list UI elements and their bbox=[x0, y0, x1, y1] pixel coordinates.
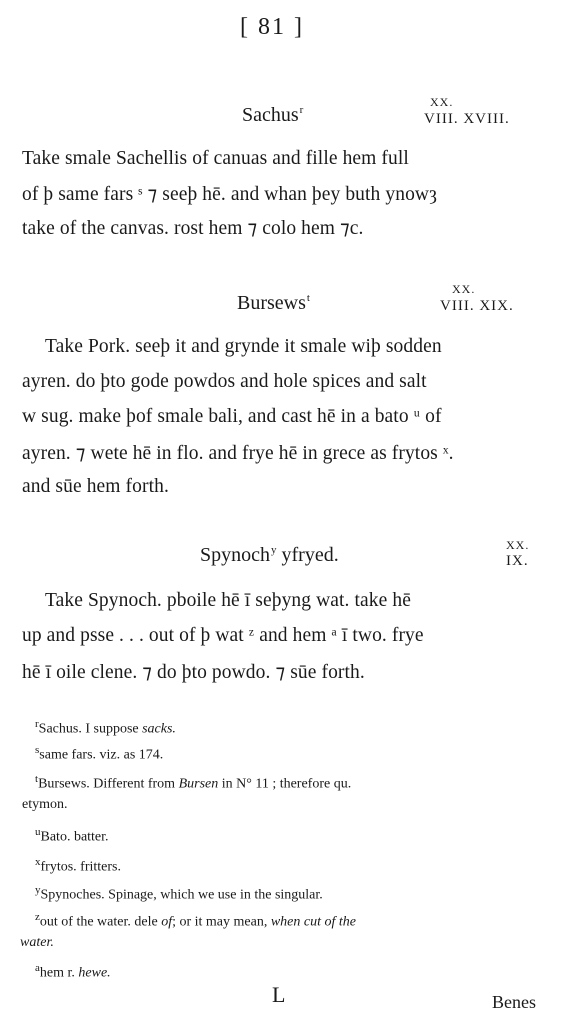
recipe-line: Take smale Sachellis of canuas and fille hem full bbox=[22, 148, 409, 169]
footnote-text: Spynoches. Spinage, which we use in the singular. bbox=[40, 887, 323, 903]
footnote-marker: z bbox=[35, 911, 40, 923]
recipe-title-rest: yfryed. bbox=[281, 544, 339, 566]
recipe-ref-top: XX. bbox=[506, 538, 530, 552]
footnote-marker: u bbox=[35, 826, 41, 838]
recipe-ref-bottom: IX. bbox=[506, 553, 529, 569]
footnote bbox=[34, 718, 176, 738]
recipe-line: ayren. ⁊ wete hē in flo. and frye hē in grece as frytos ˣ. bbox=[22, 443, 454, 464]
footnote-text: in N° 11 ; therefore qu. bbox=[218, 776, 352, 792]
footnote-marker: r bbox=[299, 104, 304, 117]
recipe-title-bursews bbox=[237, 292, 310, 315]
recipe-line: Take Spynoch. pboile hē ī seþyng wat. take hē bbox=[45, 590, 411, 611]
footnote-text: hem r. bbox=[39, 965, 79, 981]
footnote bbox=[34, 773, 351, 793]
catchword: Benes bbox=[492, 992, 536, 1012]
footnote-italic: Bursen bbox=[178, 776, 219, 792]
recipe-line: w sug. make þof smale bali, and cast hē in a bato ᵘ of bbox=[22, 406, 442, 427]
footnote bbox=[34, 856, 121, 876]
footnote-text: Bato. batter. bbox=[40, 829, 109, 845]
recipe-line: Take Pork. seeþ it and grynde it smale wiþ sodden bbox=[45, 336, 442, 357]
recipe-title-text: Sachus bbox=[242, 104, 299, 126]
recipe-title-sachus bbox=[242, 104, 303, 127]
footnote-italic: of bbox=[161, 914, 173, 930]
recipe-ref-bottom: VIII. XIX. bbox=[440, 298, 514, 314]
footnote-italic: sacks. bbox=[142, 721, 176, 737]
footnote-marker: t bbox=[306, 292, 310, 305]
footnote-text: Bursews. Different from bbox=[38, 776, 179, 792]
recipe-ref-bottom: VIII. XVIII. bbox=[424, 111, 510, 127]
footnote bbox=[22, 797, 68, 813]
recipe-ref-top: XX. bbox=[430, 95, 454, 109]
footnote-italic: water. bbox=[20, 935, 54, 950]
signature-mark: L bbox=[272, 982, 286, 1007]
footnote-text: same fars. viz. as 174. bbox=[39, 747, 164, 763]
footnote-marker: a bbox=[35, 962, 40, 974]
recipe-line: ayren. do þto gode powdos and hole spices and salt bbox=[22, 371, 427, 392]
footnote-marker: s bbox=[35, 744, 40, 756]
footnote-italic: when cut of the bbox=[270, 914, 356, 930]
footnote bbox=[34, 884, 323, 904]
recipe-title-spynoch bbox=[200, 544, 339, 567]
footnote bbox=[34, 826, 109, 846]
footnote-marker: y bbox=[271, 544, 277, 557]
footnote-text: Sachus. I suppose bbox=[38, 721, 143, 737]
recipe-title-text: Spynoch bbox=[200, 544, 270, 566]
footnote-text: ; or it may mean, bbox=[172, 914, 271, 930]
footnote-marker: y bbox=[35, 884, 41, 896]
footnote-text: out of the water. dele bbox=[39, 914, 162, 930]
footnote-marker: t bbox=[35, 773, 39, 785]
footnote bbox=[34, 744, 163, 764]
footnote-italic: hewe. bbox=[78, 965, 111, 981]
recipe-ref-top: XX. bbox=[452, 282, 476, 296]
footnote-text: frytos. fritters. bbox=[40, 859, 121, 875]
footnote bbox=[34, 962, 111, 982]
recipe-line: and sūe hem forth. bbox=[22, 476, 169, 497]
footnote-marker: r bbox=[35, 718, 39, 730]
footnote bbox=[34, 911, 356, 931]
recipe-line: up and psse . . . out of þ wat ᶻ and hem ᵃ ī two. frye bbox=[22, 625, 424, 646]
recipe-line: take of the canvas. rost hem ⁊ colo hem ⁊c. bbox=[22, 218, 364, 239]
recipe-line: hē ī oile clene. ⁊ do þto powdo. ⁊ sūe forth. bbox=[22, 662, 365, 683]
page-number: [ 81 ] bbox=[240, 14, 304, 40]
footnote bbox=[20, 935, 54, 951]
footnote-text: etymon. bbox=[22, 797, 68, 812]
recipe-line: of þ same fars ˢ ⁊ seeþ hē. and whan þey buth ynowȝ bbox=[22, 184, 437, 205]
footnote-marker: x bbox=[35, 856, 41, 868]
recipe-title-text: Bursews bbox=[237, 292, 306, 314]
